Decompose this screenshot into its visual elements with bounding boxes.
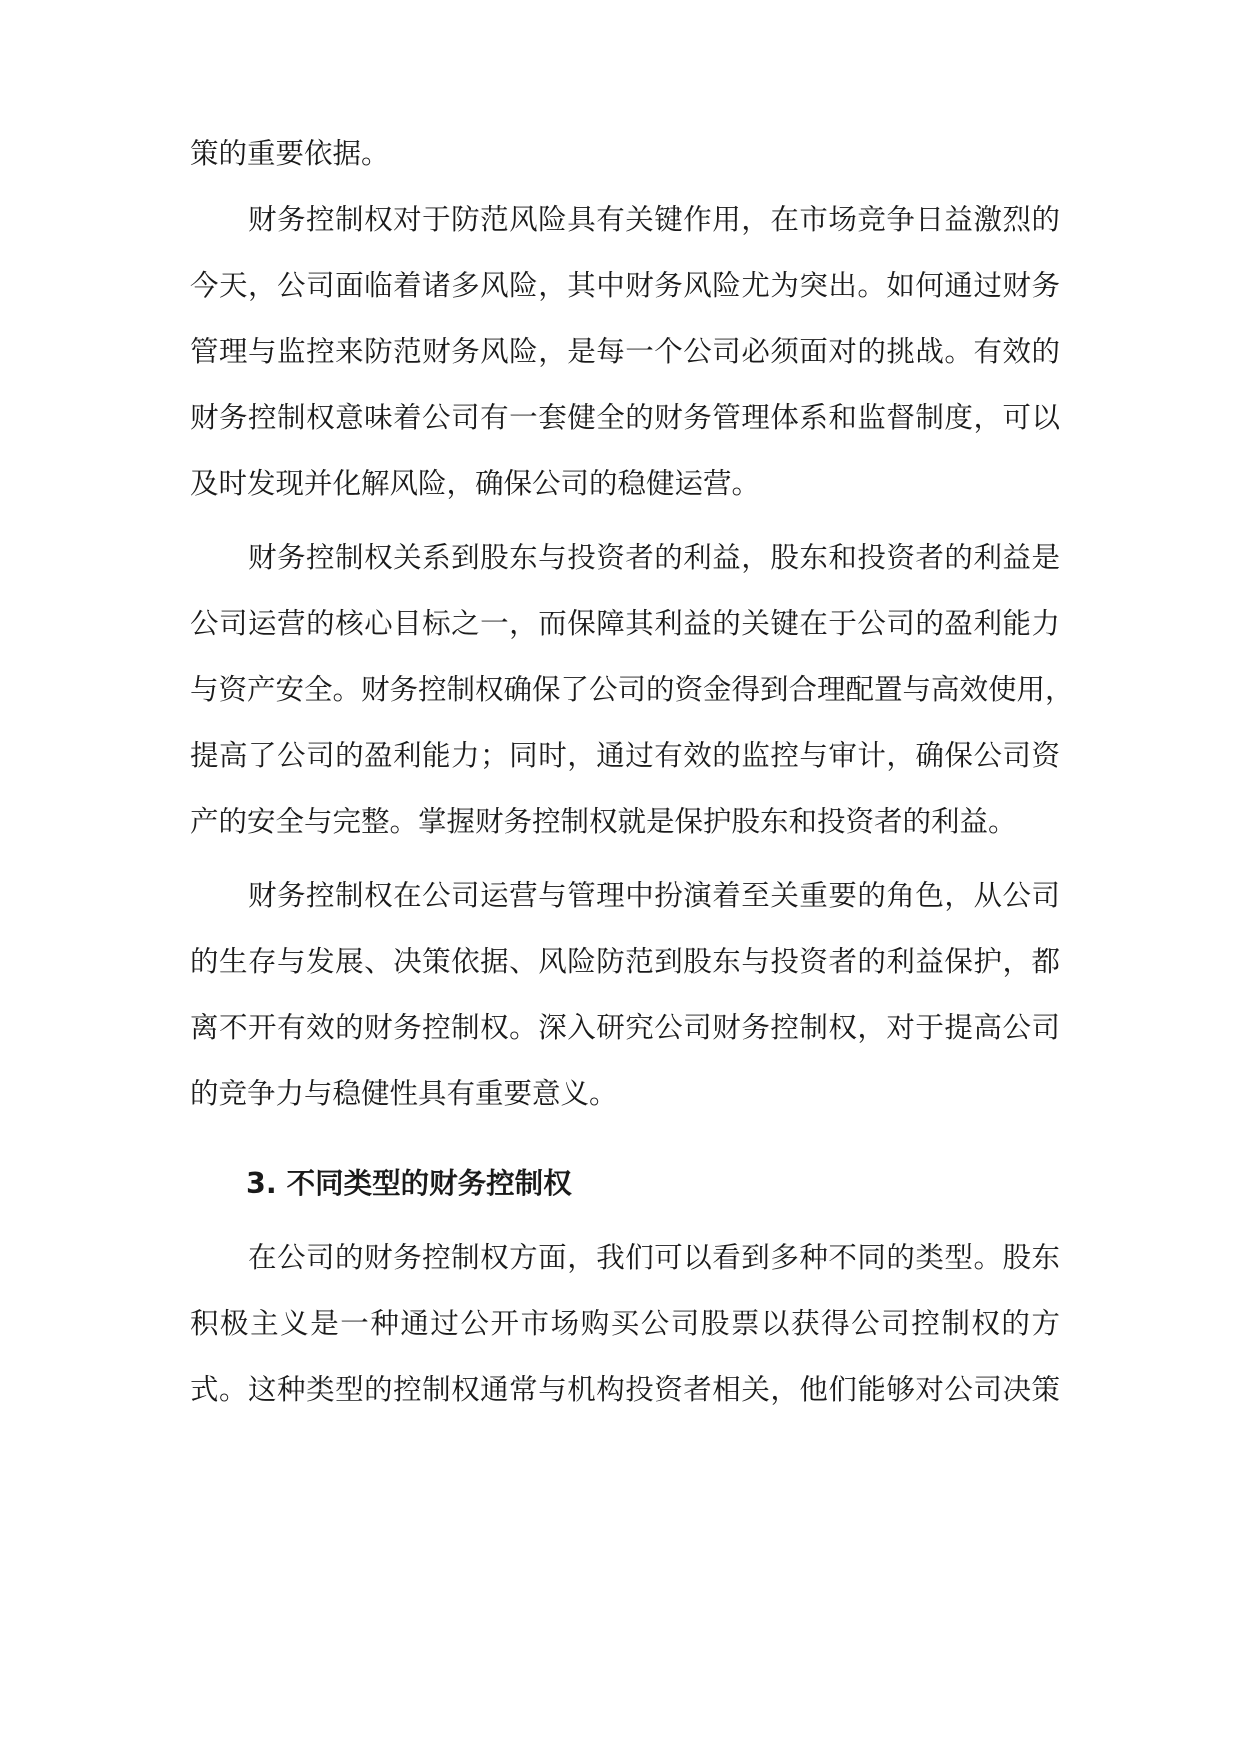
- paragraph-line: 财务控制权对于防范风险具有关键作用，在市场竞争日益激烈的: [248, 203, 1060, 236]
- paragraph-line: 公司运营的核心目标之一，而保障其利益的关键在于公司的盈利能力: [190, 607, 1060, 640]
- paragraph-line: 提高了公司的盈利能力；同时，通过有效的监控与审计，确保公司资: [190, 739, 1060, 772]
- paragraph-line: 的竞争力与稳健性具有重要意义。: [190, 1077, 618, 1110]
- paragraph-line: 财务控制权关系到股东与投资者的利益，股东和投资者的利益是: [248, 541, 1060, 574]
- paragraph-line: 策的重要依据。: [190, 137, 390, 170]
- paragraph-line: 今天，公司面临着诸多风险，其中财务风险尤为突出。如何通过财务: [190, 269, 1060, 302]
- section-heading: 3. 不同类型的财务控制权: [246, 1167, 572, 1200]
- paragraph-line: 管理与监控来防范财务风险，是每一个公司必须面对的挑战。有效的: [190, 335, 1060, 368]
- paragraph-line: 的生存与发展、决策依据、风险防范到股东与投资者的利益保护，都: [190, 945, 1060, 978]
- paragraph-line: 财务控制权意味着公司有一套健全的财务管理体系和监督制度，可以: [190, 401, 1060, 434]
- paragraph-line: 在公司的财务控制权方面，我们可以看到多种不同的类型。股东: [248, 1241, 1060, 1274]
- paragraph-line: 及时发现并化解风险，确保公司的稳健运营。: [190, 467, 761, 500]
- paragraph-line: 式。这种类型的控制权通常与机构投资者相关，他们能够对公司决策: [190, 1373, 1060, 1406]
- paragraph-line: 积极主义是一种通过公开市场购买公司股票以获得公司控制权的方: [190, 1307, 1060, 1340]
- paragraph-line: 产的安全与完整。掌握财务控制权就是保护股东和投资者的利益。: [190, 805, 1017, 838]
- paragraph-line: 离不开有效的财务控制权。深入研究公司财务控制权，对于提高公司: [190, 1011, 1060, 1044]
- paragraph-line: 财务控制权在公司运营与管理中扮演着至关重要的角色，从公司: [248, 879, 1060, 912]
- paragraph-line: 与资产安全。财务控制权确保了公司的资金得到合理配置与高效使用，: [190, 673, 1074, 706]
